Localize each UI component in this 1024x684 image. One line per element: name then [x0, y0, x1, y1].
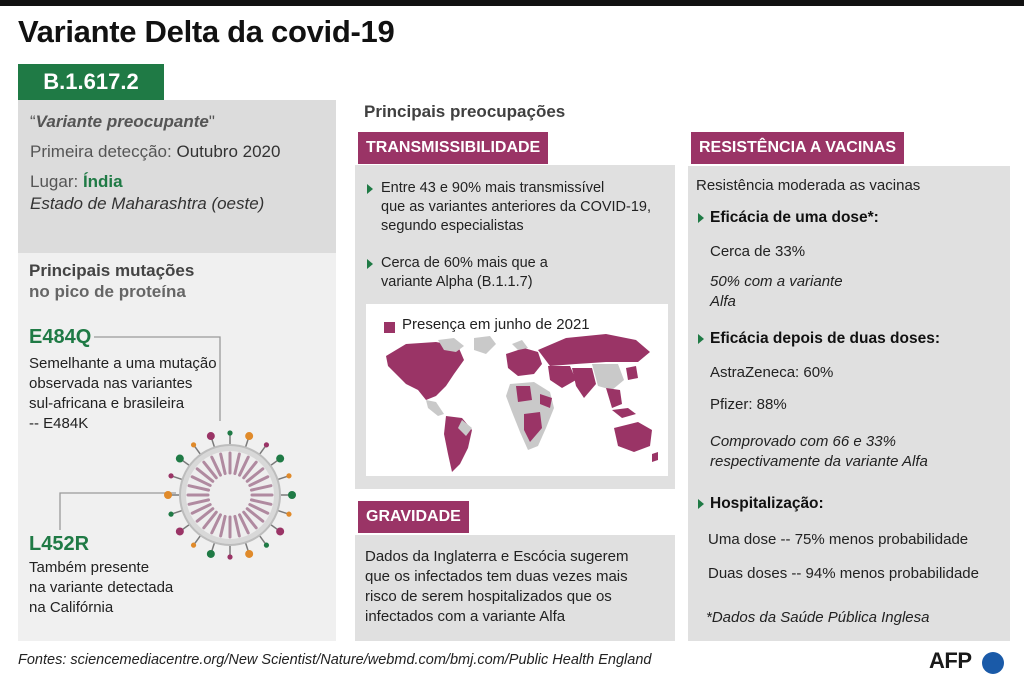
sources: Fontes: sciencemediacentre.org/New Scientist/Nature/webmd.com/bmj.com/Public Health England: [18, 652, 652, 668]
virus-icon: [160, 425, 300, 565]
afp-logo: AFP: [929, 648, 972, 673]
one-dose-note: 50% com a variante Alfa: [710, 273, 843, 310]
top-rule: [0, 0, 1024, 6]
one-dose-value: Cerca de 33%: [710, 243, 806, 260]
hospitalization-heading: Hospitalização:: [698, 495, 824, 513]
pfizer-efficacy: Pfizer: 88%: [710, 396, 787, 413]
mutation-code: L452R: [29, 533, 90, 555]
two-dose-heading: Eficácia depois de duas doses:: [698, 330, 940, 348]
map-legend: Presença em junho de 2021: [402, 316, 590, 333]
tab-transmissibility: TRANSMISSIBILIDADE: [358, 132, 548, 164]
tab-severity: GRAVIDADE: [358, 501, 469, 533]
bullet-item: Cerca de 60% mais que a variante Alpha (B.1.1.7): [367, 254, 548, 292]
mutation-description: Também presente na variante detectada na Califórnia: [29, 559, 174, 616]
world-map: [366, 304, 668, 476]
hospitalization-two-doses: Duas doses -- 94% menos probabilidade: [708, 565, 979, 582]
mutation-description: Semelhante a uma mutação observada nas variantes sul-africana e brasileira -- E484K: [29, 355, 217, 432]
afp-logo-dot: [982, 652, 1004, 674]
concerns-heading: Principais preocupações: [364, 102, 566, 121]
bullet-item: Entre 43 e 90% mais transmissível que as variantes anteriores da COVID-19, segundo especialistas: [367, 179, 651, 236]
overview-panel: [18, 100, 336, 253]
footnote: *Dados da Saúde Pública Inglesa: [706, 609, 930, 626]
hospitalization-one-dose: Uma dose -- 75% menos probabilidade: [708, 531, 969, 548]
one-dose-heading: Eficácia de uma dose*:: [698, 209, 879, 227]
mutations-subtitle: no pico de proteína: [29, 282, 186, 301]
vaccine-panel: [688, 166, 1010, 641]
tab-vaccine-resistance: RESISTÊNCIA A VACINAS: [691, 132, 904, 164]
first-detection: Primeira detecção: Outubro 2020: [30, 142, 281, 161]
place: Lugar: Índia: [30, 172, 123, 191]
vaccine-intro: Resistência moderada as vacinas: [696, 177, 921, 194]
page-title: Variante Delta da covid-19: [18, 14, 395, 49]
mutation-code: E484Q: [29, 326, 92, 348]
world-map-shapes: [366, 304, 668, 476]
variant-code-badge: B.1.617.2: [18, 64, 164, 100]
mutations-panel: [18, 253, 336, 641]
severity-panel: Dados da Inglaterra e Escócia sugerem que os infectados tem duas vezes mais risco de serem hospitalizados que os infectados com a variante Alfa: [355, 535, 675, 641]
state-name: Estado de Maharashtra (oeste): [30, 194, 265, 213]
variant-status: “Variante preocupante": [30, 112, 215, 131]
mutations-title: Principais mutações: [29, 261, 195, 280]
two-dose-note: Comprovado com 66 e 33% respectivamente da variante Alfa: [710, 433, 928, 470]
astrazeneca-efficacy: AstraZeneca: 60%: [710, 364, 834, 381]
